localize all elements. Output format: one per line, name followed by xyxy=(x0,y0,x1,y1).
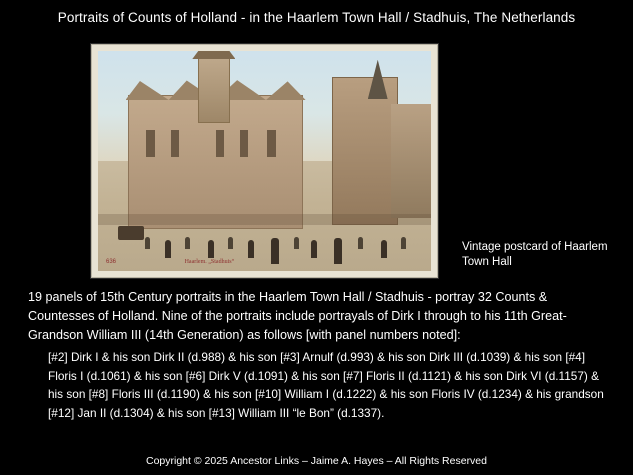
town-hall-tower xyxy=(198,55,230,123)
far-building xyxy=(391,104,431,218)
postcard-caption: Haarlem. „Stadhuis“ xyxy=(184,259,235,265)
intro-paragraph: 19 panels of 15th Century portraits in the Haarlem Town Hall / Stadhuis - portray 32 Counts & Countesses of Holland. Nine of the portraits include portrayals of Dirk I through to his 11th Great-Grandson William III (14th Generation) as follows [with panel numbers noted]: xyxy=(28,290,567,342)
adjacent-building xyxy=(332,77,397,224)
postcard-label: Vintage postcard of Haarlem Town Hall xyxy=(462,241,608,268)
postcard-number: 636 xyxy=(106,259,117,265)
panels-paragraph: [#2] Dirk I & his son Dirk II (d.988) & his son [#3] Arnulf (d.993) & his son Dirk III (d.1039) & his son [#4] Floris I (d.1061) & his son [#6] Dirk V (d.1091) & his son [#7] Floris II (d.1121) & his son Dirk VI (d.1157) & his son [#8] Floris III (d.1190) & his son [#10] William I (d.1222) & his son Floris IV (d.1234) & his grandson [#12] Jan II (d.1304) & his son [#13] William III “le Bon” (d.1337). xyxy=(48,350,604,420)
postcard-frame xyxy=(91,44,438,278)
street-shadow xyxy=(98,214,431,225)
page-title: Portraits of Counts of Holland - in the Haarlem Town Hall / Stadhuis, The Netherlands xyxy=(57,10,576,25)
copyright-footer: Copyright © 2025 Ancestor Links – Jaime A. Hayes – All Rights Reserved xyxy=(146,455,487,467)
postcard-image xyxy=(98,51,431,271)
handcart xyxy=(118,226,144,240)
